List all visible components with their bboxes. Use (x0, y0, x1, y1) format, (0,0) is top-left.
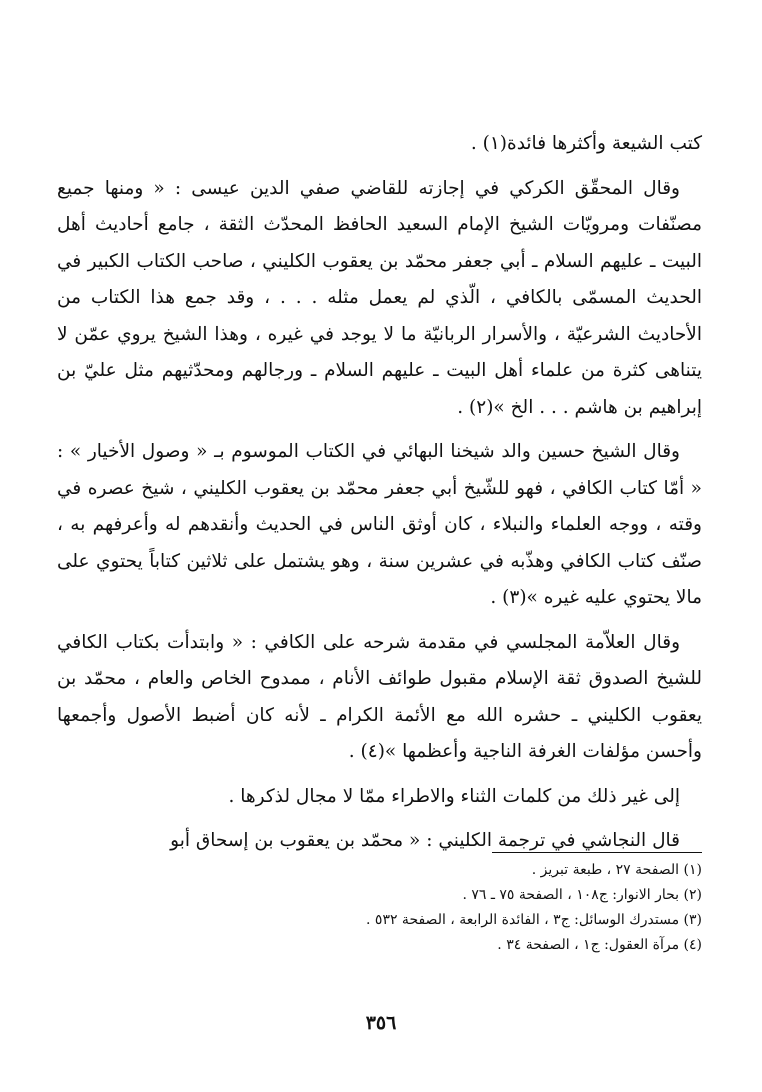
footnote-item: (٣) مستدرك الوسائل: ج٣ ، الفائدة الرابعة ، الصفحة ٥٣٢ . (366, 912, 702, 928)
footnote-item: (٤) مرآة العقول: ج١ ، الصفحة ٣٤ . (497, 937, 702, 953)
page-number: ٣٥٦ (365, 1012, 397, 1034)
footnotes-list (57, 858, 702, 958)
paragraph-najashi-quote: قال النجاشي في ترجمة الكليني : « محمّد بن يعقوب بن إسحاق أبو (170, 830, 680, 851)
footnote-divider (492, 852, 702, 853)
paragraph-sheikh-hussein-quote: وقال الشيخ حسين والد شيخنا البهائي في الكتاب الموسوم بـ « وصول الأخيار » : « أمّا كتاب الكافي ، فهو للشّيخ أبي جعفر محمّد بن يعقوب الكليني ، شيخ عصره في وقته ، ووجه العلماء والنبلاء ، كان أوثق الناس في الحديث وأنقدهم له وأعرفهم به ، صنّف كتاب الكافي وهذّبه في عشرين سنة ، وهو يشتمل على ثلاثين كتاباً يحتوي على مالا يحتوي عليه غيره »(٣) . (57, 441, 702, 608)
paragraph-continuation: كتب الشيعة وأكثرها فائدة(١) . (470, 133, 702, 154)
paragraph-karaki-quote: وقال المحقّق الكركي في إجازته للقاضي صفي الدين عيسى : « ومنها جميع مصنّفات ومرويّات الشيخ الإمام السعيد الحافظ المحدّث الثقة ، جامع أحاديث أهل البيت ـ عليهم السلام ـ أبي جعفر محمّد بن يعقوب الكليني ، صاحب الكتاب الكبير في الحديث المسمّى بالكافي ، الّذي لم يعمل مثله . . . ، وقد جمع هذا الكتاب من الأحاديث الشرعيّة ، والأسرار الربانيّة ما لا يوجد في غيره ، وهذا الشيخ يروي عمّن لا يتناهى كثرة من علماء أهل البيت ـ عليهم السلام ـ ورجالهم ومحدّثيهم مثل عليّ بن إبراهيم بن هاشم . . . الخ »(٢) . (57, 177, 702, 418)
footnote-item: (٢) بحار الانوار: ج١٠٨ ، الصفحة ٧٥ ـ ٧٦ . (462, 887, 702, 903)
paragraph-majlisi-quote: وقال العلاّمة المجلسي في مقدمة شرحه على الكافي : « وابتدأت بكتاب الكافي للشيخ الصدوق ثقة الإسلام مقبول طوائف الأنام ، ممدوح الخاص والعام ، محمّد بن يعقوب الكليني ـ حشره الله مع الأئمة الكرام ـ لأنه كان أضبط الأصول وأجمعها وأحسن مؤلفات الغرفة الناجية وأعظمها »(٤) . (57, 631, 702, 762)
main-text (57, 126, 702, 868)
footnote-item: (١) الصفحة ٢٧ ، طبعة تبريز . (531, 862, 702, 878)
paragraph-other-praise: إلى غير ذلك من كلمات الثناء والاطراء ممّا لا مجال لذكرها . (228, 785, 680, 807)
